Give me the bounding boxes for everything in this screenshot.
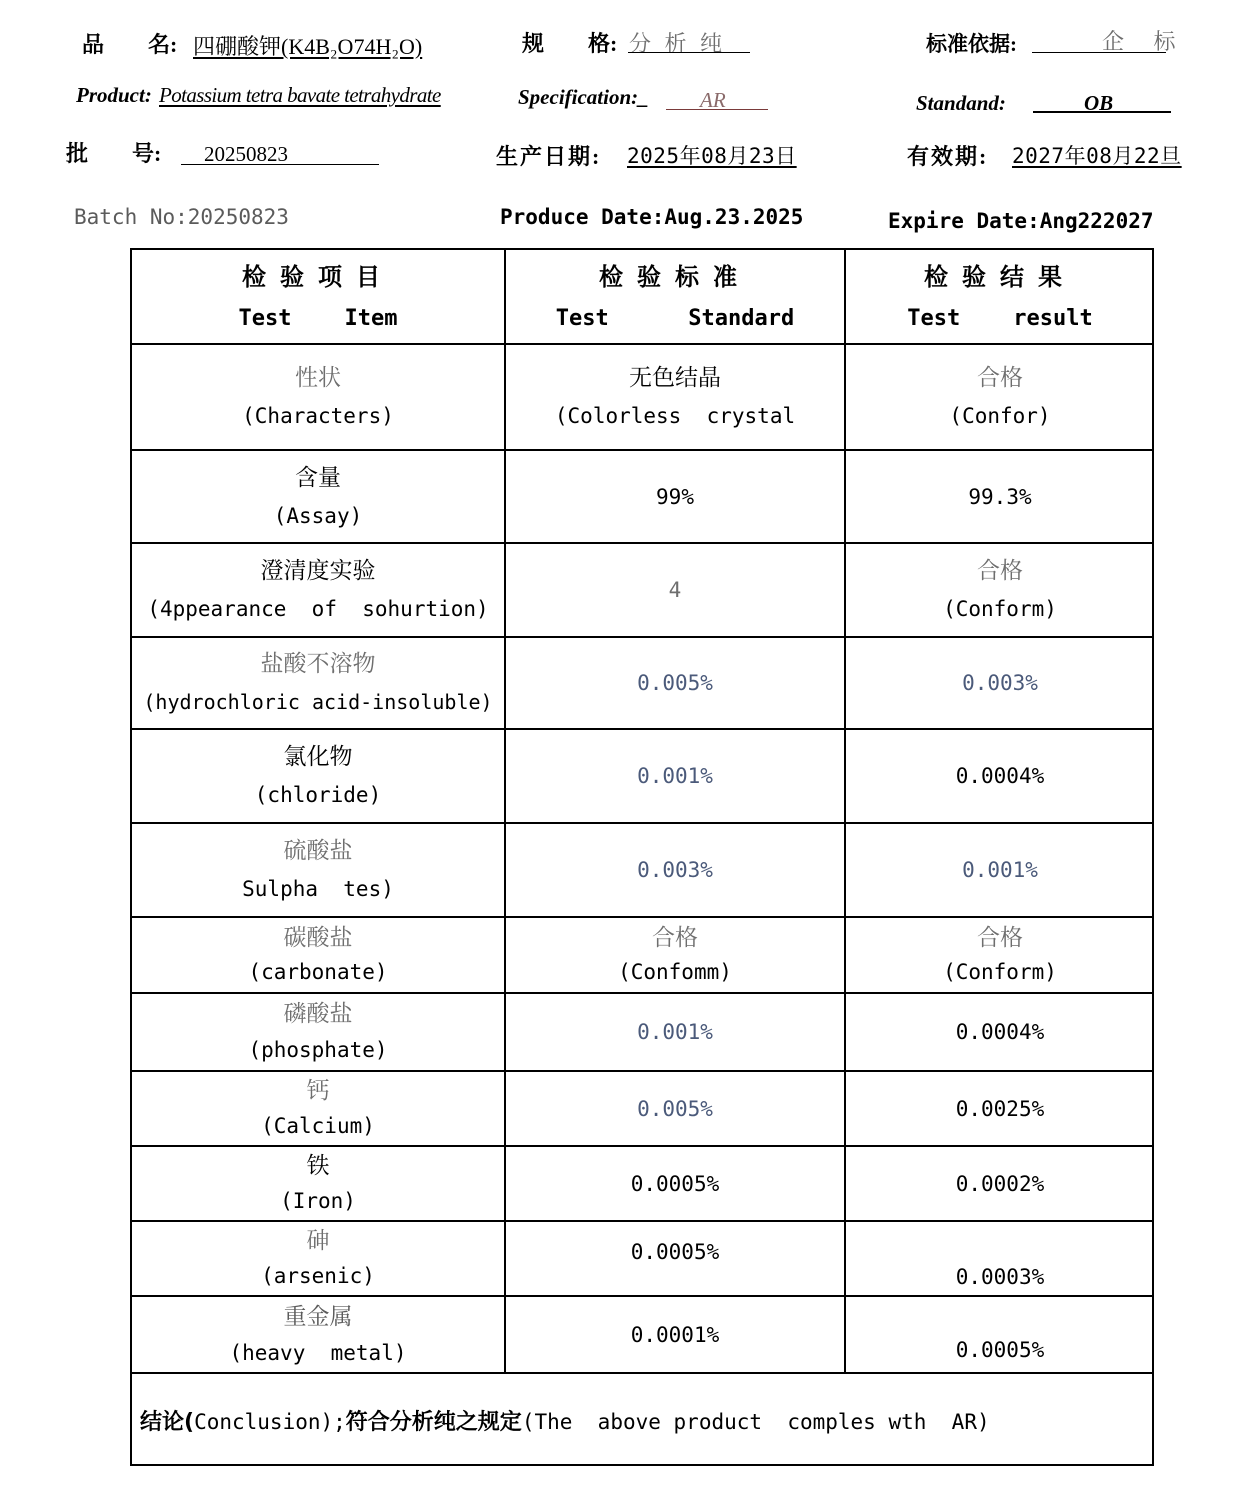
- spec-cn-underline: [628, 52, 750, 53]
- spec-en-label: Specification:_: [518, 85, 649, 109]
- table-row-result: 合格 (Conform): [943, 558, 1057, 621]
- batch-en: Batch No:20250823: [74, 205, 289, 229]
- table-row-item: 砷 (arsenic): [261, 1227, 375, 1288]
- conclusion: [140, 1405, 990, 1436]
- table-row-result: 0.0025%: [955, 1096, 1045, 1121]
- header-test-result: 检验结果 Test result: [907, 262, 1093, 331]
- conclusion-semicolon: ;: [333, 1410, 346, 1434]
- table-row-item: 钙 (Calcium): [261, 1077, 375, 1138]
- header-test-item: 检验项目 Test Item: [238, 262, 398, 331]
- table-row-standard: 0.001%: [637, 1020, 713, 1044]
- table-row-item: 磷酸盐 (phosphate): [248, 1001, 388, 1062]
- table-row-item: 含量 (Assay): [273, 464, 363, 528]
- batch-cn-underline: [181, 164, 379, 165]
- produce-cn-value: 2025年08月23日: [627, 144, 797, 168]
- standard-cn-label: 标准依据:: [926, 32, 1017, 56]
- batch-cn-value: 20250823: [204, 142, 288, 166]
- product-cn-label: 品 名:: [82, 32, 178, 57]
- product-cn-value: 四硼酸钾(K4B₂O74H₂O): [193, 34, 423, 59]
- batch-cn-label: 批 号:: [66, 141, 162, 166]
- table-row-item: 盐酸不溶物 (hydrochloric acid-insoluble): [143, 651, 493, 714]
- header-test-standard: 检验标准 Test Standard: [555, 262, 795, 331]
- table-row-standard: 合格 (Confomm): [618, 925, 732, 984]
- table-row-item: 硫酸盐 Sulpha tes): [242, 838, 394, 901]
- produce-cn-label: 生产日期:: [496, 144, 602, 169]
- table-row-item: 碳酸盐 (carbonate): [248, 925, 388, 984]
- conclusion-label-en: Conclusion): [194, 1410, 334, 1434]
- standard-en-underline: [1033, 111, 1171, 113]
- table-row-item: 重金属 (heavy metal): [229, 1303, 407, 1365]
- table-row-result: 合格 (Confor): [949, 365, 1051, 428]
- table-row-standard: 4: [668, 578, 682, 602]
- standard-cn-value: 企 标: [1102, 29, 1188, 54]
- product-en-label: Product:: [76, 83, 152, 107]
- spec-cn-value: 分 析 纯: [629, 31, 727, 56]
- conclusion-label: 结论(: [140, 1410, 195, 1435]
- table-row-standard: 0.0005%: [630, 1171, 720, 1196]
- conclusion-text-en: (The above product comples wth AR): [521, 1410, 990, 1434]
- table-row-item: 性状 (Characters): [242, 365, 394, 428]
- table-row-standard: 99%: [656, 484, 694, 509]
- expire-cn-value: 2027年08月22旦: [1012, 144, 1182, 168]
- conclusion-text-cn: 符合分析纯之规定: [345, 1410, 522, 1435]
- standard-cn-underline: [1032, 52, 1166, 53]
- standard-en-value: OB: [1084, 91, 1114, 115]
- table-row-result: 0.0005%: [955, 1338, 1045, 1362]
- standard-en-label: Standand:: [916, 91, 1006, 115]
- table-row-result: 0.0004%: [955, 764, 1045, 788]
- table-row-result: 0.0003%: [955, 1265, 1045, 1289]
- table-row-result: 99.3%: [968, 484, 1032, 509]
- inspection-table: [130, 248, 1154, 1466]
- expire-cn-label: 有效期:: [907, 144, 989, 169]
- table-row-standard: 0.0001%: [630, 1322, 720, 1347]
- table-row-standard: 0.005%: [637, 1096, 713, 1121]
- table-row-standard: 无色结晶 (Colorless crystal: [554, 365, 796, 428]
- table-row-standard: 0.001%: [637, 764, 713, 788]
- table-row-standard: 0.003%: [637, 858, 713, 882]
- table-row-result: 0.0002%: [955, 1171, 1045, 1196]
- row-divider: [132, 1372, 1152, 1374]
- table-row-result: 0.0004%: [955, 1020, 1045, 1044]
- table-row-standard: 0.005%: [637, 671, 713, 695]
- table-row-result: 合格 (Conform): [943, 925, 1057, 984]
- spec-en-underline: [666, 109, 768, 110]
- spec-en-value: AR: [700, 88, 726, 112]
- table-row-item: 氯化物 (chloride): [254, 744, 382, 807]
- spec-cn-label: 规 格:: [522, 31, 618, 56]
- produce-en: Produce Date:Aug.23.2025: [500, 205, 804, 229]
- table-row-result: 0.003%: [962, 671, 1038, 695]
- table-row-standard: 0.0005%: [630, 1240, 720, 1264]
- product-en-value: Potassium tetra bavate tetrahydrate: [159, 83, 441, 107]
- table-row-item: 铁 (Iron): [280, 1152, 356, 1213]
- expire-en: Expire Date:Ang222027: [888, 209, 1154, 233]
- table-row-item: 澄清度实验 (4ppearance of sohurtion): [147, 558, 489, 621]
- table-row-result: 0.001%: [962, 858, 1038, 882]
